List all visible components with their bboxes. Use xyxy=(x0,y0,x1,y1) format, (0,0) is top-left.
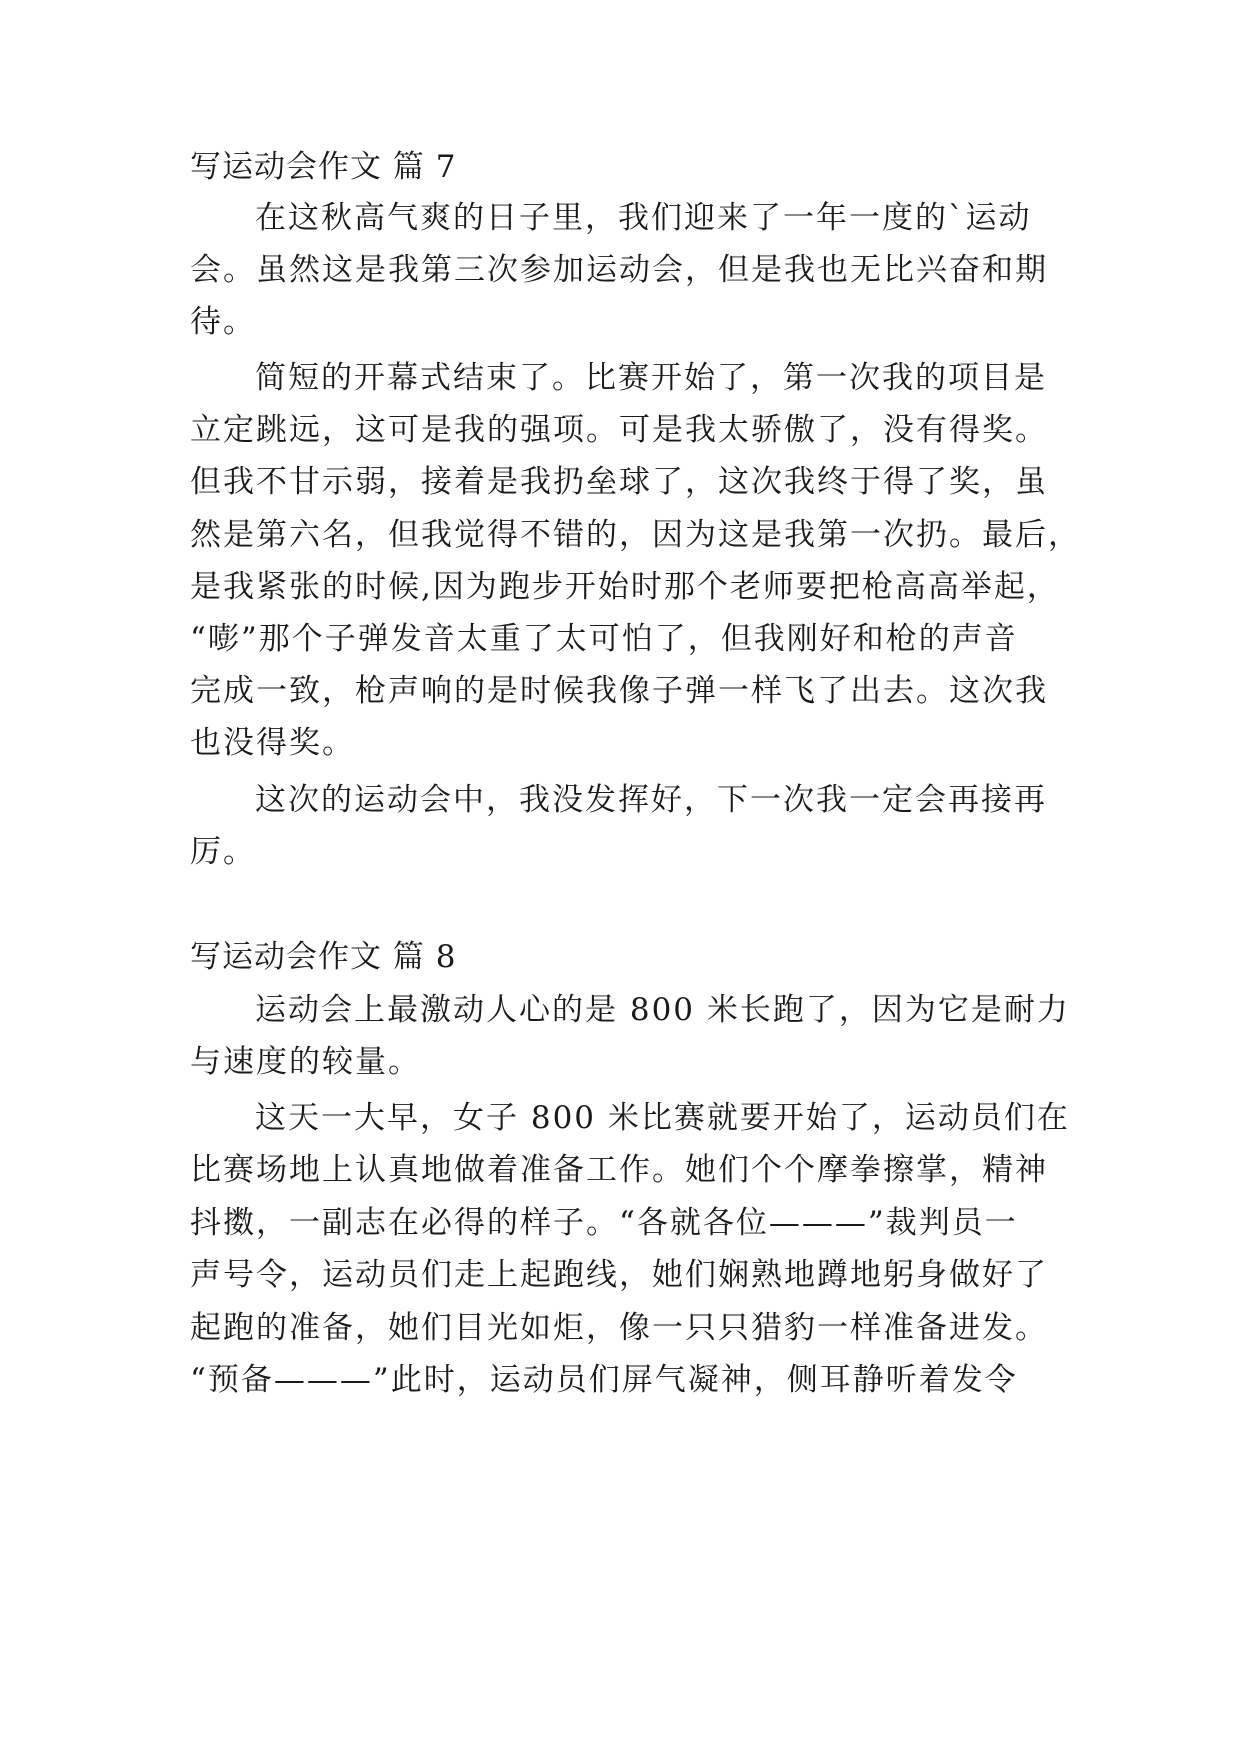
essay-title: 写运动会作文 篇 8 xyxy=(190,939,457,975)
paragraph-line: 也没得奖。 xyxy=(190,725,355,761)
paragraph-line: “嘭”那个子弹发音太重了太可怕了，但我刚好和枪的声音 xyxy=(190,621,1018,657)
paragraph-line: 然是第六名，但我觉得不错的，因为这是我第一次扔。最后， xyxy=(190,517,1081,553)
paragraph-line: 起跑的准备，她们目光如炬，像一只只猎豹一样准备进发。 xyxy=(190,1310,1048,1346)
paragraph-line: 是我紧张的时候,因为跑步开始时那个老师要把枪高高举起， xyxy=(190,569,1060,605)
paragraph-line: 完成一致，枪声响的是时候我像子弹一样飞了出去。这次我 xyxy=(190,673,1048,709)
paragraph-line: 声号令，运动员们走上起跑线，她们娴熟地蹲地躬身做好了 xyxy=(190,1257,1048,1293)
paragraph-line: “预备———”此时，运动员们屏气凝神，侧耳静听着发令 xyxy=(190,1362,1018,1398)
paragraph-line: 但我不甘示弱，接着是我扔垒球了，这次我终于得了奖，虽 xyxy=(190,464,1048,500)
paragraph-line: 抖擞，一副志在必得的样子。“各就各位———”裁判员一 xyxy=(190,1205,1018,1241)
paragraph-line: 立定跳远，这可是我的强项。可是我太骄傲了，没有得奖。 xyxy=(190,412,1048,448)
essay-title: 写运动会作文 篇 7 xyxy=(190,149,457,185)
paragraph-line: 这次的运动会中，我没发挥好，下一次我一定会再接再 xyxy=(255,782,1047,818)
paragraph-line: 待。 xyxy=(190,304,256,340)
paragraph-line: 会。虽然这是我第三次参加运动会，但是我也无比兴奋和期 xyxy=(190,252,1048,288)
paragraph-line: 比赛场地上认真地做着准备工作。她们个个摩拳擦掌，精神 xyxy=(190,1152,1048,1188)
paragraph-line: 这天一大早，女子 800 米比赛就要开始了，运动员们在 xyxy=(255,1100,1070,1136)
paragraph-line: 厉。 xyxy=(190,834,256,870)
paragraph-line: 在这秋高气爽的日子里，我们迎来了一年一度的`运动 xyxy=(255,200,1032,236)
paragraph-line: 运动会上最激动人心的是 800 米长跑了，因为它是耐力 xyxy=(255,992,1070,1028)
paragraph-line: 与速度的较量。 xyxy=(190,1044,421,1080)
paragraph-line: 简短的开幕式结束了。比赛开始了，第一次我的项目是 xyxy=(255,360,1047,396)
